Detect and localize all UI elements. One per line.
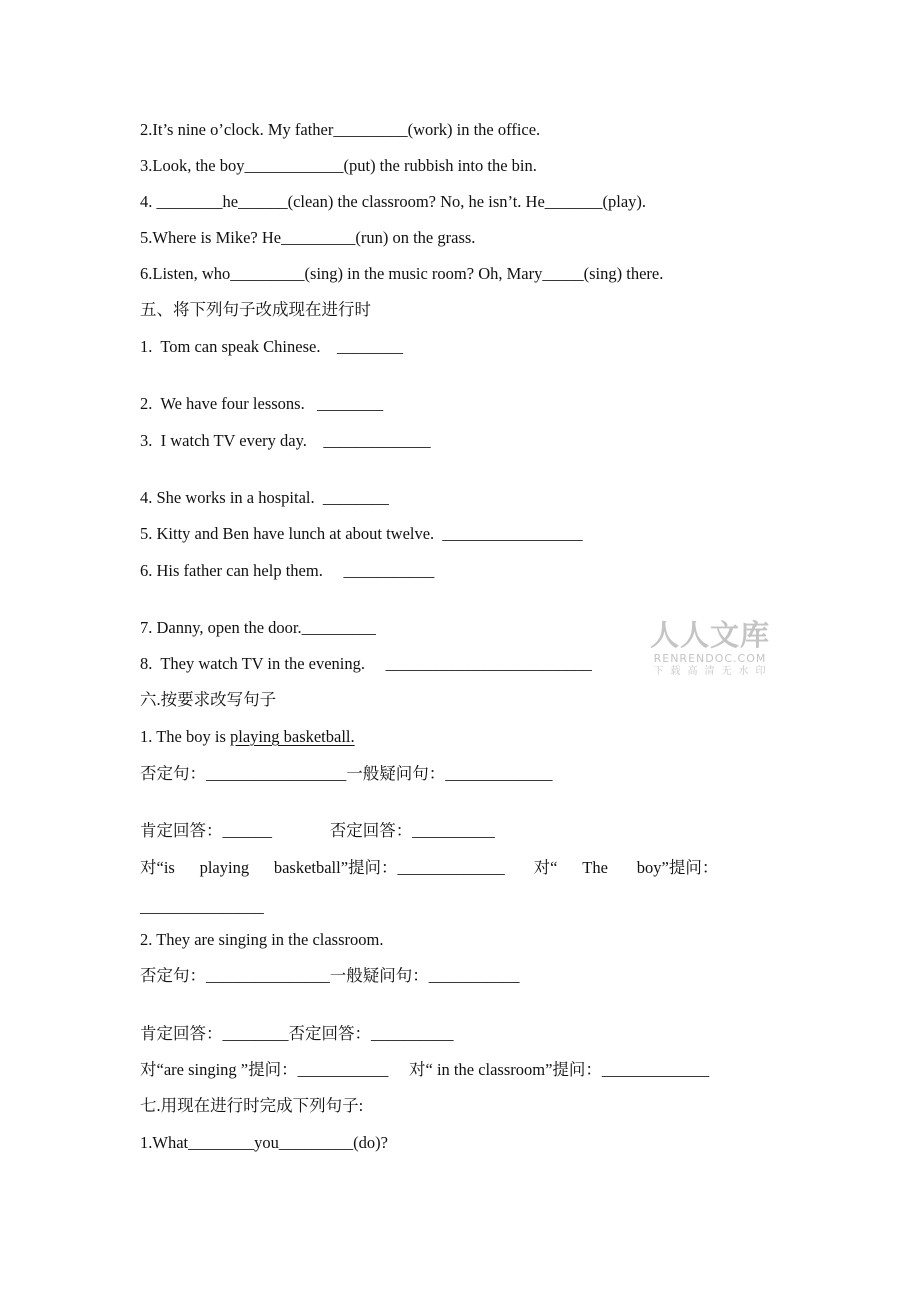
- exercise-5-item-8: 8. They watch TV in the evening. _________________________: [140, 654, 592, 673]
- exercise-6-s1-questions: 对“is playing basketball”提问：_____________ 对“ The boy”提问：: [140, 858, 719, 877]
- exercise-5-item-6: 6. His father can help them. ___________: [140, 561, 435, 580]
- exercise-6-sentence-2: 2. They are singing in the classroom.: [140, 930, 384, 949]
- exercise-5-item-7: 7. Danny, open the door._________: [140, 618, 376, 637]
- exercise-6-s1-answers: 肯定回答：______ 否定回答：__________: [140, 821, 495, 840]
- exercise-6-s1-negative-question: 否定句：_________________一般疑问句：_____________: [140, 764, 553, 783]
- section-7-heading: 七.用现在进行时完成下列句子:: [140, 1096, 364, 1115]
- section-5-heading: 五、将下列句子改成现在进行时: [140, 300, 371, 319]
- watermark-url: RENRENDOC.COM: [653, 652, 767, 665]
- exercise-6-sentence-1: [140, 726, 355, 748]
- exercise-7-item-1: 1.What________you_________(do)?: [140, 1133, 388, 1152]
- exercise-5-item-2: 2. We have four lessons. ________: [140, 394, 384, 413]
- exercise-6-s2-questions: 对“are singing ”提问：___________ 对“ in the classroom”提问：_____________: [140, 1060, 710, 1079]
- exercise-6-s2-negative-question: 否定句：_______________一般疑问句：___________: [140, 966, 520, 985]
- watermark-logo: [647, 618, 773, 678]
- exercise-4-item-3: 3.Look, the boy____________(put) the rubbish into the bin.: [140, 156, 537, 175]
- exercise-4-item-2: 2.It’s nine o’clock. My father_________(work) in the office.: [140, 120, 541, 139]
- exercise-4-item-4: 4. ________he______(clean) the classroom? No, he isn’t. He_______(play).: [140, 192, 647, 211]
- exercise-5-item-1: 1. Tom can speak Chinese. ________: [140, 337, 403, 356]
- sentence-1-prefix: 1. The boy is: [140, 727, 230, 746]
- exercise-6-s2-answers: 肯定回答：________否定回答：__________: [140, 1024, 454, 1043]
- section-6-heading: 六.按要求改写句子: [140, 690, 277, 709]
- exercise-4-item-6: 6.Listen, who_________(sing) in the music room? Oh, Mary_____(sing) there.: [140, 264, 664, 283]
- exercise-5-item-5: 5. Kitty and Ben have lunch at about twelve. _________________: [140, 524, 583, 543]
- exercise-6-s1-blank: _______________: [140, 897, 264, 916]
- watermark-title: 人人文库: [649, 618, 770, 652]
- sentence-1-underlined-part: playing basketball.: [230, 727, 355, 746]
- exercise-5-item-4: 4. She works in a hospital. ________: [140, 488, 389, 507]
- exercise-4-item-5: 5.Where is Mike? He_________(run) on the grass.: [140, 228, 476, 247]
- watermark-subtitle: 下载高清无水印: [653, 666, 773, 677]
- exercise-5-item-3: 3. I watch TV every day. _____________: [140, 431, 431, 450]
